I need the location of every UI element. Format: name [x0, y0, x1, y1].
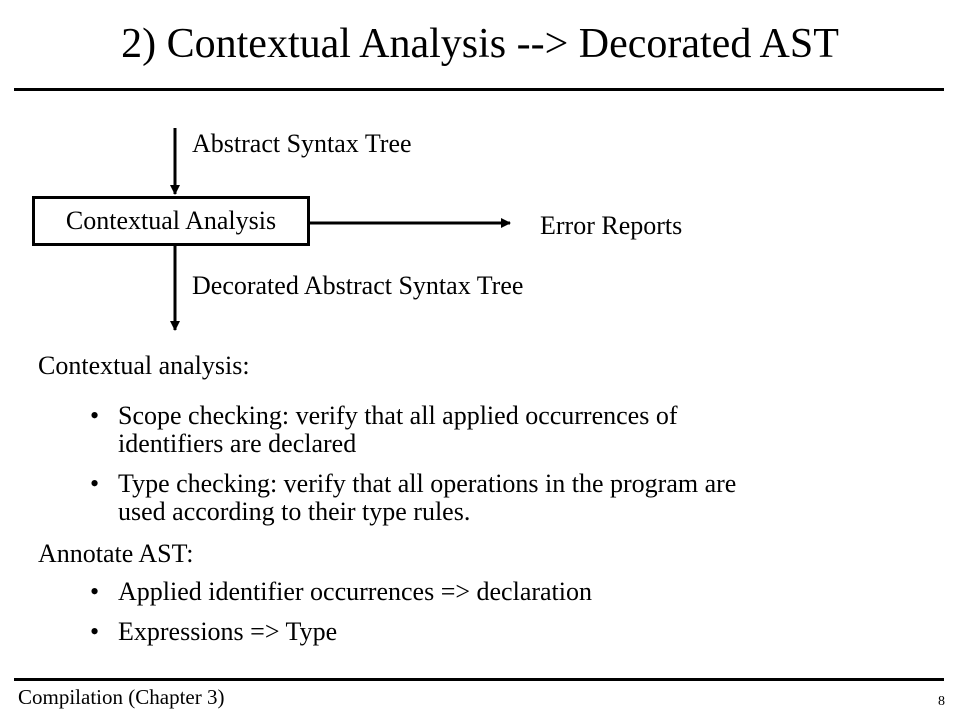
bullet-line: Scope checking: verify that all applied occurrences of [118, 401, 678, 430]
heading-contextual-analysis: Contextual analysis: [38, 351, 250, 380]
heading-annotate-ast: Annotate AST: [38, 539, 194, 568]
error-reports-label: Error Reports [540, 211, 683, 240]
annotate-ast-list [90, 578, 592, 646]
list-item [90, 618, 592, 646]
bullet: • [90, 469, 100, 498]
output-label: Decorated Abstract Syntax Tree [192, 271, 524, 300]
input-label: Abstract Syntax Tree [192, 129, 412, 158]
bullet-line: Applied identifier occurrences => declaration [118, 577, 593, 606]
bullet: • [90, 401, 100, 430]
footer-divider [14, 678, 944, 681]
list-item [90, 578, 592, 606]
page-number: 8 [938, 694, 945, 709]
bullet-line: used according to their type rules. [118, 497, 471, 526]
bullet-line: Expressions => Type [118, 617, 338, 646]
bullet-line: Type checking: verify that all operations in the program are [118, 469, 737, 498]
bullet-line: identifiers are declared [118, 429, 357, 458]
footer-course-label: Compilation (Chapter 3) [18, 685, 225, 709]
list-item [90, 402, 736, 458]
contextual-analysis-box [32, 196, 310, 246]
contextual-analysis-list [90, 402, 736, 526]
slide-title: 2) Contextual Analysis --> Decorated AST [121, 21, 839, 67]
bullet: • [90, 577, 100, 606]
box-label: Contextual Analysis [65, 206, 277, 235]
bullet: • [90, 617, 100, 646]
list-item [90, 470, 736, 526]
